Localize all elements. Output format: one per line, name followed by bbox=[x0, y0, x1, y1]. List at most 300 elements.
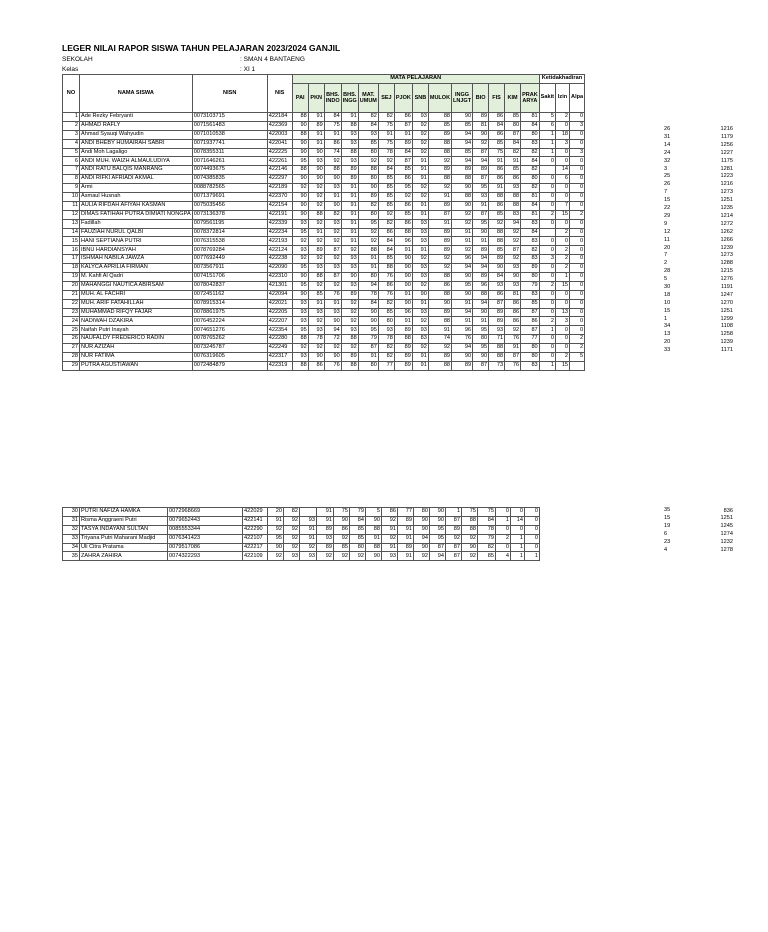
student-name: ANDI MUH. WAIZH ALMAULUDIYA bbox=[80, 157, 193, 166]
student-rank: 6 bbox=[664, 530, 668, 537]
attendance-cell: 0 bbox=[570, 219, 585, 228]
grade-cell: 75 bbox=[334, 508, 350, 517]
grade-cell: 92 bbox=[308, 219, 324, 228]
table-row bbox=[63, 157, 585, 166]
grade-cell: 88 bbox=[308, 210, 324, 219]
grade-cell: 90 bbox=[452, 273, 473, 282]
student-rank: 2 bbox=[664, 260, 668, 267]
grade-cell: 92 bbox=[324, 237, 341, 246]
header-subject: BHS. INDO bbox=[324, 84, 341, 113]
grade-cell: 95 bbox=[473, 184, 489, 193]
attendance-cell: 0 bbox=[570, 317, 585, 326]
student-name: Triyana Putri Maharani Madjid bbox=[80, 534, 168, 543]
student-total: 1270 bbox=[720, 299, 733, 306]
grade-cell: 91 bbox=[428, 326, 451, 335]
grade-cell: 89 bbox=[394, 344, 412, 353]
meta-label-kelas: Kelas bbox=[62, 66, 79, 73]
student-rank: 15 bbox=[664, 307, 671, 314]
grade-cell: 72 bbox=[324, 335, 341, 344]
grade-cell: 90 bbox=[452, 113, 473, 122]
student-nisn: 0079561195 bbox=[192, 219, 267, 228]
grade-cell: 92 bbox=[505, 228, 521, 237]
grade-cell: 84 bbox=[394, 148, 412, 157]
grade-cell: 93 bbox=[489, 326, 505, 335]
student-total: 1232 bbox=[720, 538, 733, 545]
grade-cell: 88 bbox=[341, 361, 358, 370]
grade-cell: 89 bbox=[341, 175, 358, 184]
grade-cell: 90 bbox=[308, 166, 324, 175]
student-total: 1223 bbox=[720, 173, 733, 180]
grade-cell: 91 bbox=[398, 534, 414, 543]
side-row bbox=[664, 181, 733, 189]
student-nisn: 0078355311 bbox=[192, 148, 267, 157]
grade-cell: 89 bbox=[317, 543, 334, 552]
grade-cell: 82 bbox=[378, 219, 394, 228]
student-nisn: 0076341423 bbox=[168, 534, 243, 543]
row-number: 29 bbox=[63, 361, 80, 370]
student-total: 1251 bbox=[720, 307, 733, 314]
attendance-cell: 0 bbox=[539, 219, 555, 228]
student-total: 1281 bbox=[720, 165, 733, 172]
grade-cell: 92 bbox=[462, 552, 478, 561]
grade-cell: 79 bbox=[358, 335, 378, 344]
grade-cell: 93 bbox=[284, 552, 300, 561]
row-number: 28 bbox=[63, 353, 80, 362]
grade-cell: 86 bbox=[505, 308, 521, 317]
student-name: IBNU HARDIANSYAH bbox=[80, 246, 193, 255]
grade-cell: 91 bbox=[341, 219, 358, 228]
grade-cell: 93 bbox=[341, 255, 358, 264]
grade-cell: 92 bbox=[378, 157, 394, 166]
grade-cell: 92 bbox=[308, 281, 324, 290]
grade-cell: 88 bbox=[292, 166, 308, 175]
grade-cell: 92 bbox=[308, 317, 324, 326]
attendance-cell: 3 bbox=[570, 148, 585, 157]
attendance-cell: 0 bbox=[525, 543, 540, 552]
grade-cell: 93 bbox=[292, 317, 308, 326]
student-name: Risma Anggraeni Putri bbox=[80, 516, 168, 525]
side-row bbox=[664, 252, 733, 260]
grade-cell: 87 bbox=[394, 121, 412, 130]
table-row bbox=[63, 139, 585, 148]
attendance-cell bbox=[539, 166, 555, 175]
grade-cell: 85 bbox=[478, 552, 496, 561]
grade-cell: 94 bbox=[358, 281, 378, 290]
grade-cell: 92 bbox=[284, 525, 300, 534]
grade-cell: 93 bbox=[292, 308, 308, 317]
grade-cell: 92 bbox=[412, 193, 428, 202]
student-name: MUHAMMAD RIFQY FAJAR bbox=[80, 308, 193, 317]
table-row bbox=[63, 516, 540, 525]
student-nis: 422317 bbox=[267, 353, 292, 362]
attendance-cell: 0 bbox=[496, 525, 511, 534]
grade-cell: 86 bbox=[324, 139, 341, 148]
grade-cell: 94 bbox=[452, 344, 473, 353]
attendance-cell: 0 bbox=[539, 290, 555, 299]
student-total: 1276 bbox=[720, 276, 733, 283]
grade-cell: 93 bbox=[308, 308, 324, 317]
student-name: Ade Rezky Febryanti bbox=[80, 113, 193, 122]
grade-cell: 92 bbox=[324, 281, 341, 290]
row-number: 8 bbox=[63, 175, 80, 184]
student-nis: 422280 bbox=[267, 335, 292, 344]
grade-cell: 77 bbox=[398, 508, 414, 517]
meta-value-sekolah: : SMAN 4 BANTAENG bbox=[240, 56, 305, 63]
table-row bbox=[63, 264, 585, 273]
attendance-cell: 0 bbox=[570, 255, 585, 264]
attendance-cell: 0 bbox=[570, 237, 585, 246]
student-nis: 422217 bbox=[243, 543, 268, 552]
grade-cell: 91 bbox=[394, 290, 412, 299]
attendance-cell bbox=[539, 228, 555, 237]
student-rank: 26 bbox=[664, 181, 671, 188]
attendance-cell: 0 bbox=[556, 219, 570, 228]
grade-cell: 82 bbox=[521, 166, 540, 175]
grade-cell: 85 bbox=[334, 543, 350, 552]
student-nisn: 0071379691 bbox=[192, 193, 267, 202]
grade-cell: 91 bbox=[268, 516, 284, 525]
grade-cell: 80 bbox=[521, 344, 540, 353]
grade-cell: 94 bbox=[473, 157, 489, 166]
attendance-cell: 0 bbox=[570, 139, 585, 148]
grade-cell: 90 bbox=[473, 228, 489, 237]
grade-cell: 90 bbox=[324, 317, 341, 326]
attendance-cell: 15 bbox=[556, 281, 570, 290]
grade-cell: 92 bbox=[505, 255, 521, 264]
student-nisn: 0073103715 bbox=[192, 113, 267, 122]
attendance-cell: 1 bbox=[496, 516, 511, 525]
grade-cell: 92 bbox=[452, 246, 473, 255]
attendance-cell: 13 bbox=[556, 308, 570, 317]
attendance-cell: 2 bbox=[556, 113, 570, 122]
grade-cell: 86 bbox=[505, 299, 521, 308]
grade-cell: 90 bbox=[308, 353, 324, 362]
student-nisn: 0085553344 bbox=[168, 525, 243, 534]
attendance-cell: 1 bbox=[511, 543, 525, 552]
grade-cell: 85 bbox=[378, 184, 394, 193]
student-nisn: 0073567911 bbox=[192, 264, 267, 273]
student-total: 1179 bbox=[720, 134, 733, 141]
attendance-cell: 6 bbox=[556, 175, 570, 184]
grade-cell: 87 bbox=[446, 516, 462, 525]
side-row bbox=[664, 284, 733, 292]
attendance-cell: 3 bbox=[539, 255, 555, 264]
grade-cell: 84 bbox=[489, 273, 505, 282]
attendance-cell: 0 bbox=[556, 157, 570, 166]
grade-cell: 90 bbox=[358, 308, 378, 317]
grade-cell: 85 bbox=[489, 246, 505, 255]
grade-cell: 85 bbox=[489, 139, 505, 148]
grade-cell: 96 bbox=[452, 255, 473, 264]
row-number: 23 bbox=[63, 308, 80, 317]
grade-cell: 93 bbox=[341, 281, 358, 290]
grade-cell: 87 bbox=[428, 210, 451, 219]
grade-cell: 94 bbox=[452, 130, 473, 139]
student-nis: 422297 bbox=[267, 175, 292, 184]
table-row bbox=[63, 361, 585, 370]
grade-cell: 89 bbox=[473, 166, 489, 175]
grade-cell: 88 bbox=[462, 525, 478, 534]
grade-cell: 91 bbox=[300, 525, 317, 534]
grade-cell: 90 bbox=[308, 175, 324, 184]
grade-cell: 78 bbox=[308, 335, 324, 344]
grade-cell: 94 bbox=[430, 552, 446, 561]
student-total: 1299 bbox=[720, 315, 733, 322]
grade-cell: 91 bbox=[308, 130, 324, 139]
header-subject: BHS. INGG bbox=[341, 84, 358, 113]
attendance-cell: 0 bbox=[556, 237, 570, 246]
student-nis: 422261 bbox=[267, 157, 292, 166]
student-nisn: 0073136378 bbox=[192, 210, 267, 219]
attendance-cell: 1 bbox=[511, 552, 525, 561]
attendance-cell: 15 bbox=[556, 361, 570, 370]
attendance-cell: 0 bbox=[539, 353, 555, 362]
row-number: 26 bbox=[63, 335, 80, 344]
student-name: KALYCA APRILIA FIRMAN bbox=[80, 264, 193, 273]
grade-cell: 89 bbox=[394, 139, 412, 148]
grade-cell: 92 bbox=[428, 255, 451, 264]
grade-cell: 88 bbox=[378, 264, 394, 273]
side-row bbox=[664, 546, 733, 554]
student-nisn: 0076452224 bbox=[192, 317, 267, 326]
student-name: Armi bbox=[80, 184, 193, 193]
row-number: 22 bbox=[63, 299, 80, 308]
student-nisn: 0078769284 bbox=[192, 246, 267, 255]
grade-cell: 92 bbox=[414, 552, 430, 561]
student-rank: 18 bbox=[664, 291, 671, 298]
side-row bbox=[664, 150, 733, 158]
student-nis: 422146 bbox=[267, 166, 292, 175]
grade-cell: 88 bbox=[428, 317, 451, 326]
grade-cell: 86 bbox=[394, 219, 412, 228]
grade-cell: 91 bbox=[341, 113, 358, 122]
attendance-cell: 0 bbox=[570, 193, 585, 202]
grade-cell: 91 bbox=[358, 353, 378, 362]
student-total: 1278 bbox=[720, 546, 733, 553]
attendance-cell: 0 bbox=[570, 201, 585, 210]
student-nisn: 0077692449 bbox=[192, 255, 267, 264]
grade-cell: 87 bbox=[473, 175, 489, 184]
header-nis: NIS bbox=[267, 75, 292, 113]
grade-cell: 90 bbox=[394, 299, 412, 308]
grade-cell: 88 bbox=[292, 361, 308, 370]
student-rank: 35 bbox=[664, 507, 671, 514]
grade-cell: 90 bbox=[292, 273, 308, 282]
student-nis: 422354 bbox=[267, 326, 292, 335]
attendance-cell: 0 bbox=[570, 184, 585, 193]
grade-cell: 89 bbox=[341, 166, 358, 175]
grade-cell: 91 bbox=[452, 228, 473, 237]
side-row bbox=[664, 126, 733, 134]
grade-cell: 89 bbox=[452, 361, 473, 370]
grade-cell: 93 bbox=[412, 113, 428, 122]
attendance-cell: 0 bbox=[539, 308, 555, 317]
grade-cell: 84 bbox=[478, 516, 496, 525]
student-nisn: 0079517086 bbox=[168, 543, 243, 552]
student-total: 1171 bbox=[720, 347, 733, 354]
grade-cell: 91 bbox=[300, 534, 317, 543]
attendance-cell: 0 bbox=[525, 508, 540, 517]
grade-cell: 92 bbox=[412, 281, 428, 290]
table-row bbox=[63, 219, 585, 228]
grade-cell: 93 bbox=[308, 264, 324, 273]
header-subject: BIO bbox=[473, 84, 489, 113]
student-rank: 7 bbox=[664, 252, 668, 259]
grade-cell: 93 bbox=[341, 264, 358, 273]
grade-cell: 88 bbox=[462, 516, 478, 525]
attendance-cell: 1 bbox=[511, 534, 525, 543]
header-nisn: NISN bbox=[192, 75, 267, 113]
grade-cell: 91 bbox=[428, 219, 451, 228]
student-nis: 422310 bbox=[267, 273, 292, 282]
grade-cell: 92 bbox=[412, 344, 428, 353]
attendance-cell: 0 bbox=[570, 166, 585, 175]
student-nis: 422029 bbox=[243, 508, 268, 517]
grade-cell: 93 bbox=[412, 237, 428, 246]
grade-cell: 83 bbox=[521, 290, 540, 299]
header-ketidakhadiran: Ketidakhadiran bbox=[539, 75, 585, 84]
student-rank: 20 bbox=[664, 244, 671, 251]
attendance-cell: 0 bbox=[570, 130, 585, 139]
grade-cell: 91 bbox=[412, 353, 428, 362]
student-nis: 422021 bbox=[267, 299, 292, 308]
grade-cell: 93 bbox=[378, 326, 394, 335]
grade-cell: 91 bbox=[324, 193, 341, 202]
row-number: 25 bbox=[63, 326, 80, 335]
header-subject: FIS bbox=[489, 84, 505, 113]
grade-cell: 92 bbox=[428, 264, 451, 273]
header-subject: PKN bbox=[308, 84, 324, 113]
grade-cell: 90 bbox=[462, 543, 478, 552]
table-row bbox=[63, 508, 540, 517]
grade-cell: 85 bbox=[378, 193, 394, 202]
grade-cell: 89 bbox=[428, 130, 451, 139]
grade-cell: 90 bbox=[292, 121, 308, 130]
attendance-cell: 0 bbox=[570, 113, 585, 122]
grade-cell: 91 bbox=[308, 139, 324, 148]
grade-cell: 91 bbox=[452, 299, 473, 308]
student-total: 1215 bbox=[720, 268, 733, 275]
grade-cell: 87 bbox=[505, 130, 521, 139]
grade-cell: 94 bbox=[452, 308, 473, 317]
student-total: 1175 bbox=[720, 157, 733, 164]
attendance-cell: 2 bbox=[556, 353, 570, 362]
student-nis: 422369 bbox=[267, 121, 292, 130]
grade-cell: 92 bbox=[412, 121, 428, 130]
grade-cell: 91 bbox=[394, 317, 412, 326]
grade-cell: 85 bbox=[452, 148, 473, 157]
grade-cell: 92 bbox=[382, 516, 398, 525]
grade-cell: 89 bbox=[473, 246, 489, 255]
grade-cell: 93 bbox=[292, 353, 308, 362]
grade-cell: 93 bbox=[412, 228, 428, 237]
header-no: NO bbox=[63, 75, 80, 113]
grade-cell: 95 bbox=[292, 326, 308, 335]
attendance-cell: 18 bbox=[556, 130, 570, 139]
grade-cell: 92 bbox=[324, 157, 341, 166]
grade-cell: 90 bbox=[394, 255, 412, 264]
grade-cell: 86 bbox=[394, 201, 412, 210]
attendance-cell: 0 bbox=[539, 157, 555, 166]
row-number: 21 bbox=[63, 290, 80, 299]
attendance-cell: 1 bbox=[539, 148, 555, 157]
grade-cell: 92 bbox=[308, 344, 324, 353]
row-number: 17 bbox=[63, 255, 80, 264]
grade-cell: 85 bbox=[378, 308, 394, 317]
table-row bbox=[63, 148, 585, 157]
grade-cell: 74 bbox=[324, 148, 341, 157]
student-rank: 33 bbox=[664, 347, 671, 354]
grade-cell: 92 bbox=[308, 255, 324, 264]
student-nis: 422184 bbox=[267, 113, 292, 122]
grade-cell: 92 bbox=[268, 525, 284, 534]
grade-cell: 90 bbox=[358, 184, 378, 193]
grade-cell: 89 bbox=[521, 264, 540, 273]
grade-cell: 85 bbox=[452, 121, 473, 130]
grade-cell: 90 bbox=[268, 543, 284, 552]
grade-cell: 85 bbox=[378, 201, 394, 210]
grade-cell: 92 bbox=[358, 228, 378, 237]
grade-cell: 84 bbox=[358, 299, 378, 308]
student-total: 1245 bbox=[720, 522, 733, 529]
grade-cell: 95 bbox=[358, 326, 378, 335]
grade-cell: 90 bbox=[452, 184, 473, 193]
row-number: 6 bbox=[63, 157, 80, 166]
grade-cell: 91 bbox=[358, 264, 378, 273]
student-nisn: 0076315538 bbox=[192, 237, 267, 246]
grade-cell: 91 bbox=[412, 361, 428, 370]
table-row bbox=[63, 273, 585, 282]
attendance-cell: 0 bbox=[556, 326, 570, 335]
attendance-cell: 0 bbox=[570, 175, 585, 184]
grade-cell: 87 bbox=[473, 148, 489, 157]
grade-cell: 91 bbox=[412, 210, 428, 219]
grade-cell: 86 bbox=[394, 175, 412, 184]
row-number: 34 bbox=[63, 543, 80, 552]
student-rank: 7 bbox=[664, 189, 668, 196]
grade-cell: 86 bbox=[505, 317, 521, 326]
grade-cell: 93 bbox=[489, 281, 505, 290]
grade-cell: 84 bbox=[378, 237, 394, 246]
grade-cell: 87 bbox=[489, 299, 505, 308]
grade-cell: 91 bbox=[382, 543, 398, 552]
grade-cell: 84 bbox=[505, 139, 521, 148]
grade-cell: 76 bbox=[378, 290, 394, 299]
grade-cell: 89 bbox=[428, 353, 451, 362]
grade-cell: 96 bbox=[394, 237, 412, 246]
attendance-cell: 0 bbox=[556, 121, 570, 130]
grade-cell: 77 bbox=[378, 361, 394, 370]
grade-cell: 90 bbox=[430, 516, 446, 525]
grade-cell: 88 bbox=[428, 113, 451, 122]
attendance-cell: 0 bbox=[556, 290, 570, 299]
grade-cell: 92 bbox=[350, 552, 366, 561]
grade-cell: 90 bbox=[324, 175, 341, 184]
grade-cell: 92 bbox=[324, 255, 341, 264]
grade-cell: 86 bbox=[489, 201, 505, 210]
grade-cell: 92 bbox=[292, 255, 308, 264]
attendance-cell: 2 bbox=[556, 255, 570, 264]
student-name: NUR AZIZAH bbox=[80, 344, 193, 353]
header-attendance: Sakit bbox=[539, 84, 555, 113]
attendance-cell: 0 bbox=[511, 508, 525, 517]
grade-cell: 92 bbox=[324, 228, 341, 237]
grade-cell: 80 bbox=[378, 317, 394, 326]
attendance-cell: 15 bbox=[556, 210, 570, 219]
grade-cell: 87 bbox=[394, 157, 412, 166]
side-row bbox=[664, 213, 733, 221]
grade-cell: 92 bbox=[505, 237, 521, 246]
